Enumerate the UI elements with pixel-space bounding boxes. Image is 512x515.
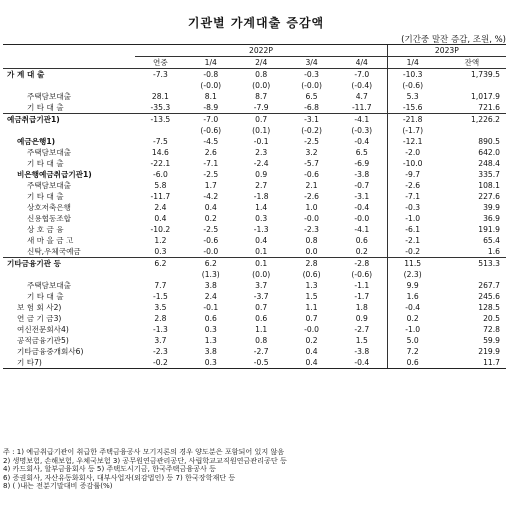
value-cell: -3.1 [354,192,370,201]
balance-cell: 248.4 [478,159,500,168]
value-cell: 2.6 [204,148,217,157]
value-cell: -2.5 [203,225,219,234]
value-cell: 8.7 [255,92,268,101]
year-header-row [3,45,506,57]
value-cell: -0.6 [203,236,219,245]
value-cell: -0.0 [304,325,319,334]
row-label [3,80,135,91]
value-cell: 0.7 [255,303,268,312]
value-cell: -1.3 [253,225,269,234]
table-row [3,302,506,313]
table-row [3,280,506,291]
value-cell: (-0.3) [351,126,373,135]
value-cell: 4.7 [355,92,368,101]
value-cell: 0.3 [204,325,217,334]
col-header: 1/4 [186,57,236,69]
value-cell: -0.2 [135,357,185,369]
value-cell: 0.2 [204,214,217,223]
value-cell: 1.0 [305,203,318,212]
value-cell: 0.4 [286,357,336,369]
table-row [3,69,506,81]
value-cell: -7.9 [253,103,269,112]
value-cell: 3.7 [154,336,167,345]
col-header: 3/4 [286,57,336,69]
value-cell: -3.8 [354,170,370,179]
row-label: 비은행예금취급기관1) [17,170,92,179]
value-cell: -35.3 [150,103,171,112]
value-cell: 9.9 [387,280,437,291]
row-label: 기 타 대 출 [27,292,64,301]
value-cell: -0.7 [354,181,370,190]
value-cell: 3.8 [204,281,217,290]
table-row [3,169,506,180]
value-cell: 6.5 [355,148,368,157]
table-row [3,324,506,335]
value-cell: -1.3 [152,325,168,334]
value-cell: -4.5 [203,137,219,146]
value-cell: -0.3 [286,69,336,81]
value-cell: 0.6 [204,314,217,323]
balance-cell: 65.4 [483,236,500,245]
value-cell: -3.7 [253,292,269,301]
footnote-line: 4) 카드회사, 할부금융회사 등 5) 주택도시기금, 한국주택금융공사 등 [3,465,217,474]
balance-cell [438,80,506,91]
value-cell: 0.9 [255,170,268,179]
row-label: 상 호 금 융 [27,225,64,234]
value-cell: -0.0 [203,247,219,256]
table-row [3,246,506,258]
value-cell: -2.3 [152,347,168,356]
value-cell: 1.7 [204,181,217,190]
value-cell [135,125,185,136]
balance-cell: 219.9 [478,347,500,356]
value-cell: 2.8 [154,314,167,323]
table-row [3,125,506,136]
table-row [3,136,506,147]
value-cell: 2.4 [154,203,167,212]
row-label: 가 계 대 출 [3,69,135,81]
table-body [3,69,506,369]
balance-cell: 1,017.9 [471,92,500,101]
value-cell: 3.2 [305,148,318,157]
value-cell: -8.9 [203,103,219,112]
value-cell: 1.5 [305,292,318,301]
value-cell: -2.5 [203,170,219,179]
value-cell: -7.5 [152,137,168,146]
balance-cell: 59.9 [483,336,500,345]
value-cell: -0.4 [354,137,370,146]
value-cell: 2.4 [204,292,217,301]
value-cell: -7.1 [387,191,437,202]
footnote-line: 6) 증권회사, 자산유동화회사, 대부사업자(외감법인) 등 7) 한국장학재단 등 [3,473,236,482]
value-cell: -3.1 [286,114,336,126]
value-cell: 0.4 [204,203,217,212]
value-cell: 11.5 [387,258,437,270]
value-cell: (0.0) [252,81,271,90]
value-cell: 0.6 [387,357,437,369]
table-row [3,335,506,346]
table-row [3,180,506,191]
value-cell: 7.2 [387,346,437,357]
value-cell: 1.2 [154,236,167,245]
value-cell: 2.1 [305,181,318,190]
value-cell: -1.0 [387,324,437,335]
value-cell: 0.2 [355,247,368,256]
value-cell: 5.0 [387,335,437,346]
value-cell: 0.3 [186,357,236,369]
row-label: 새 마 을 금 고 [27,236,74,245]
value-cell: (-0.6) [387,80,437,91]
value-cell: -11.7 [150,192,171,201]
table-row [3,158,506,169]
value-cell: 2.7 [255,181,268,190]
value-cell: -0.5 [236,357,286,369]
value-cell: -2.7 [253,347,269,356]
value-cell: 0.3 [154,247,167,256]
balance-cell: 36.9 [483,214,500,223]
row-label: 신용협동조합 [27,214,72,223]
value-cell: 5.3 [387,91,437,102]
value-cell: (-0.4) [351,81,373,90]
value-cell: -6.1 [387,224,437,235]
value-cell: (1.3) [201,270,220,279]
value-cell: 3.8 [204,347,217,356]
year-2022-header: 2022P [135,45,387,57]
table-row [3,213,506,224]
value-cell: (2.3) [387,269,437,280]
value-cell: 6.2 [135,258,185,270]
value-cell: 0.2 [387,313,437,324]
value-cell [135,80,185,91]
balance-cell: 335.7 [478,170,500,179]
value-cell: 3.5 [154,303,167,312]
table-row [3,346,506,357]
value-cell: 1.6 [387,291,437,302]
value-cell: -1.1 [354,281,370,290]
value-cell: (-0.0) [301,81,322,90]
footnote-line: 8) ( )내는 전분기말대비 증감률(%) [3,482,113,491]
value-cell: -1.7 [354,292,370,301]
balance-cell: 72.8 [483,325,500,334]
balance-cell: 1.6 [487,247,500,256]
row-label: 예금은행1) [17,137,56,146]
value-cell: -10.2 [150,225,171,234]
value-cell: 1.4 [255,203,268,212]
row-label: 공적금융기관5) [17,336,69,345]
value-cell: -0.4 [337,357,387,369]
value-cell: -15.6 [387,102,437,114]
value-cell: 1.1 [255,325,268,334]
value-cell: -0.6 [304,170,319,179]
value-cell: 0.7 [236,114,286,126]
value-cell: 0.2 [305,336,318,345]
value-cell: -2.4 [253,159,269,168]
row-label: 기 타 대 출 [27,103,64,112]
unit-note: (기간중 말잔 증감, 조원, %) [401,35,506,45]
value-cell: 0.4 [305,347,318,356]
row-label: 기 타 대 출 [27,192,64,201]
table-row [3,313,506,324]
table-row [3,258,506,270]
balance-cell: 721.6 [478,103,500,112]
footnote-line: 주 : 1) 예금취급기관이 취급한 주택금융공사 모기지론의 경우 양도분은 포함되어 있지 않음 [3,448,285,456]
value-cell: -0.8 [186,69,236,81]
value-cell: 0.1 [236,258,286,270]
value-cell: 1.3 [204,336,217,345]
table-row [3,357,506,369]
value-cell: 0.8 [236,69,286,81]
col-header: 1/4 [387,57,437,69]
table-row [3,224,506,235]
table-row [3,202,506,213]
value-cell: 0.3 [255,214,268,223]
balance-cell: 128.5 [478,303,500,312]
value-cell: -0.2 [387,246,437,258]
balance-cell: 642.0 [478,148,500,157]
value-cell: 6.5 [305,92,318,101]
value-cell: -3.8 [354,347,370,356]
value-cell: -12.1 [387,136,437,147]
balance-cell: 245.6 [478,292,500,301]
balance-cell: 39.9 [483,203,500,212]
value-cell: (-1.7) [387,125,437,136]
value-cell: -0.1 [253,137,269,146]
row-label: 주택담보대출 [27,181,72,190]
value-cell: -5.7 [304,159,319,168]
value-cell: 0.6 [355,236,368,245]
table-row [3,102,506,114]
footnotes [3,448,509,491]
value-cell: -2.8 [337,258,387,270]
value-cell: -0.0 [354,214,370,223]
col-header: 4/4 [337,57,387,69]
value-cell: -0.0 [304,214,319,223]
row-label: 예금취급기관1) [3,114,135,126]
value-cell: 0.8 [305,236,318,245]
value-cell: 1.3 [305,281,318,290]
row-label: 기타금융기관 등 [3,258,135,270]
balance-cell [438,269,506,280]
row-label: 주택담보대출 [27,92,72,101]
document-title: 기관별 가계대출 증감액 [187,16,325,30]
value-cell: 0.4 [154,214,167,223]
value-cell: -10.0 [387,158,437,169]
value-cell: -21.8 [387,114,437,126]
balance-cell: 191.9 [478,225,500,234]
value-cell: -22.1 [150,159,171,168]
row-label: 여신전문회사4) [17,325,69,334]
value-cell: (-0.2) [301,126,322,135]
year-2023-header: 2023P [387,45,506,57]
value-cell: 0.8 [255,336,268,345]
value-cell: -2.6 [304,192,319,201]
table-row [3,91,506,102]
value-cell: 0.6 [255,314,268,323]
value-cell: -7.0 [337,69,387,81]
value-cell: -1.0 [387,213,437,224]
value-cell: -13.5 [135,114,185,126]
value-cell: 5.8 [154,181,167,190]
value-cell: 6.2 [186,258,236,270]
quarter-header-row [3,57,506,69]
balance-cell: 890.5 [478,137,500,146]
value-cell: 8.1 [204,92,217,101]
table-row [3,80,506,91]
value-cell: 1.8 [355,303,368,312]
value-cell: 2.3 [255,148,268,157]
row-label: 기타금융중개회사6) [17,347,84,356]
table-row [3,269,506,280]
table-row [3,235,506,246]
value-cell: -6.0 [152,170,168,179]
col-header: 연중 [135,57,185,69]
value-cell: 3.7 [255,281,268,290]
row-label [3,269,135,280]
value-cell: -2.0 [387,147,437,158]
value-cell: 0.0 [305,247,318,256]
value-cell: -4.2 [203,192,219,201]
row-label: 연 금 기 금3) [17,314,62,323]
row-label: 주택담보대출 [27,148,72,157]
value-cell: 14.6 [151,148,169,157]
value-cell: -6.9 [354,159,370,168]
value-cell: -2.5 [304,137,319,146]
balance-cell: 20.5 [483,314,500,323]
row-label: 기 타 대 출 [27,159,64,168]
table-row [3,114,506,126]
balance-cell: 513.3 [438,258,506,270]
value-cell: -11.7 [351,103,372,112]
value-cell: -9.7 [387,169,437,180]
col-header: 잔액 [438,57,506,69]
balance-cell: 11.7 [438,357,506,369]
balance-cell: 1,739.5 [438,69,506,81]
value-cell: -2.3 [304,225,319,234]
row-label: 보 험 회 사2) [17,303,62,312]
value-cell: 0.7 [305,314,318,323]
value-cell: 1.1 [305,303,318,312]
footnote-line: 2) 생명보험, 손해보험, 우체국보험 3) 공무원연금관리공단, 사립학교교직원연금관리공단 등 [3,456,287,465]
table-row [3,191,506,202]
value-cell: -7.0 [186,114,236,126]
value-cell: -0.3 [387,202,437,213]
value-cell: 7.7 [154,281,167,290]
value-cell: -6.8 [304,103,319,112]
value-cell: 0.1 [255,247,268,256]
value-cell: -4.1 [354,225,370,234]
row-label: 주택담보대출 [27,281,72,290]
value-cell: -0.4 [387,302,437,313]
value-cell: (-0.0) [200,81,222,90]
value-cell: 0.4 [255,236,268,245]
balance-cell [438,125,506,136]
value-cell: 28.1 [151,92,169,101]
value-cell: (0.0) [252,270,271,279]
row-label: 기 타7) [3,357,135,369]
value-cell: -4.1 [337,114,387,126]
value-cell: -7.1 [203,159,219,168]
value-cell: -2.7 [354,325,370,334]
value-cell [135,269,185,280]
table-row [3,147,506,158]
value-cell: -0.4 [354,203,370,212]
loan-table [3,44,506,369]
balance-cell: 108.1 [478,181,500,190]
value-cell: -7.3 [135,69,185,81]
value-cell: (-0.6) [351,270,373,279]
table-row [3,291,506,302]
balance-cell: 227.6 [478,192,500,201]
value-cell: -2.1 [387,235,437,246]
value-cell: (-0.6) [200,126,222,135]
col-header: 2/4 [236,57,286,69]
balance-cell: 267.7 [478,281,500,290]
row-label [3,125,135,136]
value-cell: -2.6 [387,180,437,191]
balance-cell: 1,226.2 [438,114,506,126]
value-cell: (0.6) [302,270,321,279]
value-cell: -1.5 [152,292,168,301]
value-cell: (0.1) [252,126,271,135]
value-cell: -1.8 [253,192,269,201]
value-cell: 2.8 [286,258,336,270]
row-label: 상호저축은행 [27,203,72,212]
value-cell: -0.1 [203,303,219,312]
value-cell: 0.9 [355,314,368,323]
row-label: 신탁,우체국예금 [27,247,81,256]
value-cell: 1.5 [355,336,368,345]
value-cell: -10.3 [387,69,437,81]
